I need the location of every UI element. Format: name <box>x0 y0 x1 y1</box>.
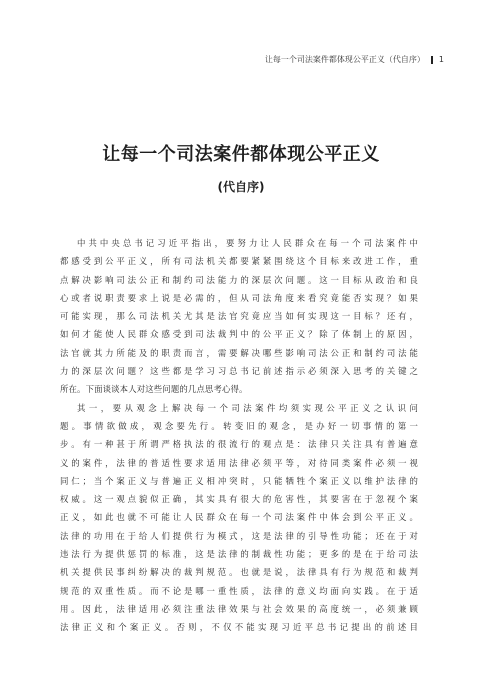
header-divider-bar <box>431 56 433 64</box>
text-line: 义的案件，法律的普适性要求适用法律必须平等，对待同类案件必须一视 <box>60 457 418 468</box>
text-line: 步。有一种甚于所谓严格执法的很流行的观点是：法律只关注具有普遍意 <box>60 439 418 450</box>
page-number: 1 <box>438 55 444 64</box>
running-header <box>265 54 444 65</box>
text-line: 可能实现，那么司法机关尤其是法官究竟应当如何实现这一目标？还有， <box>60 311 418 322</box>
text-line: 力的深层次问题？这些都是学习习总书记前述指示必须深入思考的关键之 <box>60 366 418 377</box>
text-line: 权威。这一观点貌似正确，其实具有很大的危害性，其要害在于忽视个案 <box>60 494 418 505</box>
chapter-title: 让每一个司法案件都体现公平正义 <box>102 144 380 165</box>
text-line: 用。因此，法律适用必须注重法律效果与社会效果的高度统一，必须兼顾 <box>60 603 418 614</box>
text-line: 点解决影响司法公正和制约司法能力的深层次问题。这一目标从政治和良 <box>60 274 418 285</box>
paragraph-1 <box>60 234 418 399</box>
text-line: 题。事情欲做成，观念要先行。转变旧的观念，是办好一切事情的第一 <box>60 420 418 431</box>
text-line: 规范的双重性质。而不论是哪一重性质，法律的意义均面向实践。在于适 <box>60 585 418 596</box>
text-line: 同仁；当个案正义与普遍正义相冲突时，只能牺牲个案正义以维护法律的 <box>60 475 418 486</box>
text-line: 机关提供民事纠纷解决的裁判规范。也就是说，法律具有行为规范和裁判 <box>60 567 418 578</box>
text-line: 违法行为提供惩罚的标准，这是法律的制裁性功能；更多的是在于给司法 <box>60 549 418 560</box>
text-line: 法律的功用在于给人们提供行为模式，这是法律的引导性功能；还在于对 <box>60 530 418 541</box>
text-line: 所在。下面谈谈本人对这些问题的几点思考心得。 <box>60 384 248 395</box>
running-header-title: 让每一个司法案件都体现公平正义（代自序） <box>264 55 425 64</box>
text-line: 心或者说职责要求上说是必需的，但从司法角度来看究竟能否实现？如果 <box>60 292 418 303</box>
text-line: 都感受到公平正义，所有司法机关都要紧紧围绕这个目标来改进工作，重 <box>60 256 418 267</box>
paragraph-2 <box>60 399 418 637</box>
text-line: 其一，要从观念上解决每一个司法案件均须实现公平正义之认识问 <box>77 402 418 413</box>
chapter-subtitle: (代自序) <box>217 180 265 194</box>
text-line: 法律正义和个案正义。否则，不仅不能实现习近平总书记提出的前述目 <box>60 622 418 633</box>
text-line: 如何才能使人民群众感受到司法裁判中的公平正义？除了体制上的原因， <box>60 329 418 340</box>
text-line: 正义，如此也就不可能让人民群众在每一个司法案件中体会到公平正义。 <box>60 512 418 523</box>
body-text <box>60 234 418 637</box>
text-line: 中共中央总书记习近平指出，要努力让人民群众在每一个司法案件中 <box>77 238 418 248</box>
text-line: 法官就其力所能及的职责而言，需要解决哪些影响司法公正和制约司法能 <box>60 347 418 358</box>
